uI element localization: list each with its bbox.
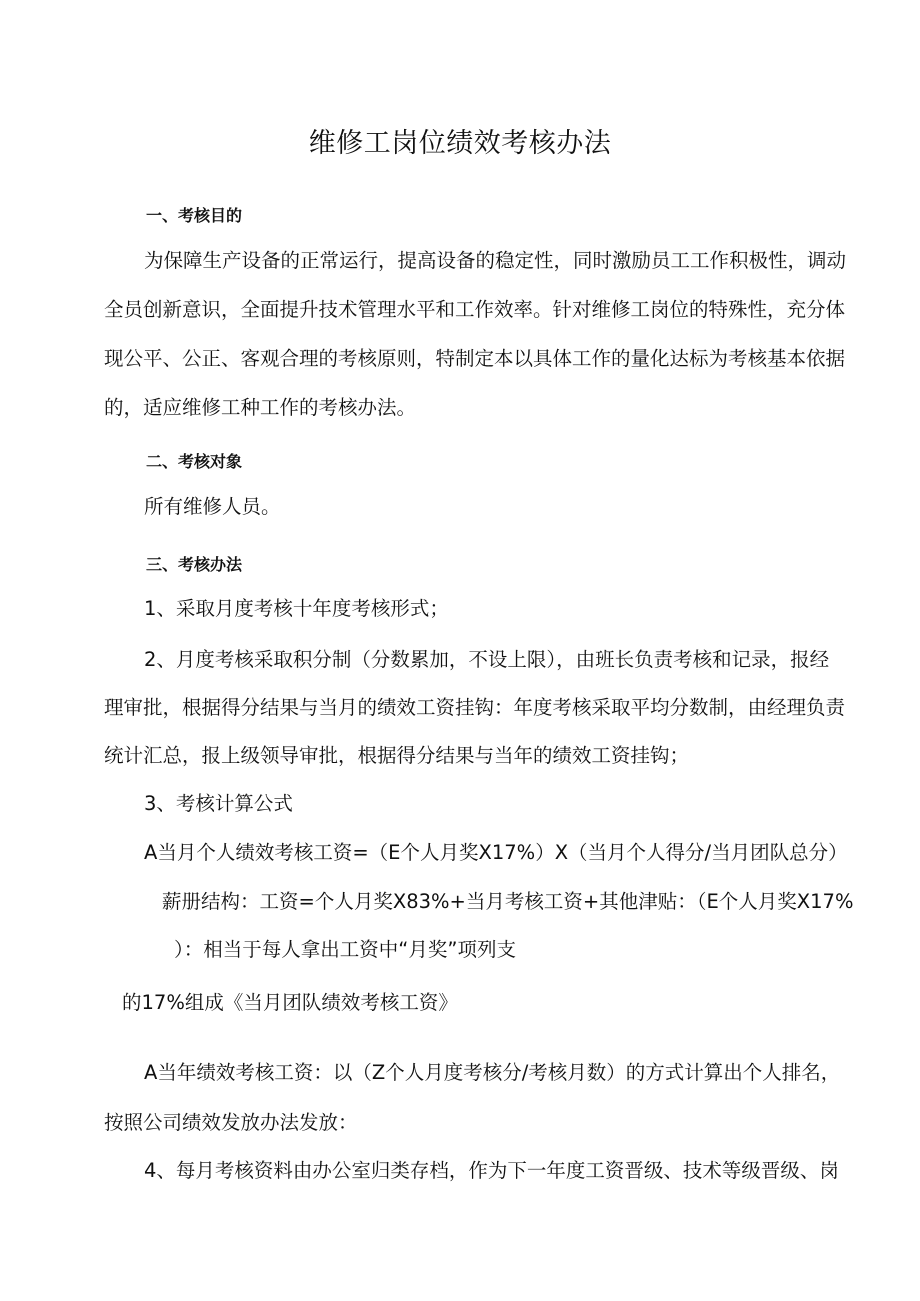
list-item: 4、每月考核资料由办公室归类存档，作为下一年度工资晋级、技术等级晋级、岗 [144, 1159, 839, 1182]
formula-line: A当月个人绩效考核工资=（E个人月奖X17%）X（当月个人得分/当月团队总分） [144, 841, 848, 864]
paragraph-line: 的17%组成《当月团队绩效考核工资》 [122, 991, 458, 1014]
document-title: 维修工岗位绩效考核办法 [308, 128, 612, 159]
paragraph-line: 现公平、公正、客观合理的考核原则，特制定本以具体工作的量化达标为考核基本依据 [104, 347, 846, 370]
paragraph-line: ）：相当于每人拿出工资中“月奖”项列支 [174, 938, 516, 961]
section-heading-target: 二、考核对象 [146, 452, 243, 471]
paragraph-line: 2、月度考核采取积分制（分数累加，不设上限），由班长负责考核和记录，报经 [144, 648, 830, 671]
paragraph-line: 为保障生产设备的正常运行，提高设备的稳定性，同时激励员工工作积极性，调动 [144, 249, 847, 272]
list-item: 3、考核计算公式 [144, 792, 293, 815]
section-heading-purpose: 一、考核目的 [146, 206, 243, 225]
paragraph-line: 统计汇总，报上级领导审批，根据得分结果与当年的绩效工资挂钩； [104, 744, 690, 767]
paragraph-line: 所有维修人员。 [144, 495, 281, 518]
paragraph-line: 全员创新意识，全面提升技术管理水平和工作效率。针对维修工岗位的特殊性，充分体 [104, 298, 846, 321]
paragraph-line: A当年绩效考核工资：以（Z个人月度考核分/考核月数）的方式计算出个人排名， [144, 1061, 841, 1084]
paragraph-line: 的，适应维修工种工作的考核办法。 [104, 396, 417, 419]
paragraph-line: 按照公司绩效发放办法发放： [104, 1111, 358, 1134]
section-heading-method: 三、考核办法 [146, 555, 243, 574]
paragraph-line: 薪册结构：工资=个人月奖X83%+当月考核工资+其他津贴：（E个人月奖X17% [162, 890, 854, 913]
list-item: 1、采取月度考核十年度考核形式； [144, 597, 449, 620]
paragraph-line: 理审批，根据得分结果与当月的绩效工资挂钩：年度考核采取平均分数制，由经理负责 [104, 696, 846, 719]
